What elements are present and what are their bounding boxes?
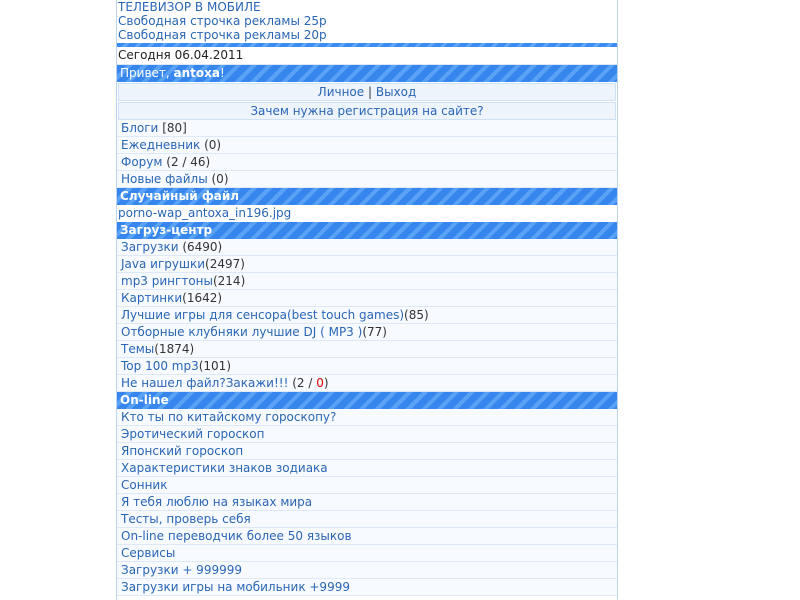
list-item[interactable]: Отборные клубняки лучшие DJ ( MP3 )(77) [117, 324, 617, 341]
registration-row [118, 102, 616, 120]
list-item[interactable]: Лучшие игры для сенсора(best touch games)(85) [117, 307, 617, 324]
ad-link-tv[interactable]: ТЕЛЕВИЗОР В МОБИЛЕ [118, 0, 261, 14]
list-item[interactable]: Сонник [117, 477, 617, 494]
list-item[interactable]: Top 100 mp3(101) [117, 358, 617, 375]
random-file-link[interactable]: porno-wap_antoxa_in196.jpg [118, 206, 292, 220]
online-header: On-line [117, 392, 617, 409]
download-center-list [117, 239, 617, 392]
username: antoxa [173, 66, 220, 80]
list-item[interactable]: Эротический гороскоп [117, 426, 617, 443]
list-item[interactable]: Характеристики знаков зодиака [117, 460, 617, 477]
order-pending-count: 0 [316, 376, 324, 390]
list-item[interactable]: Картинки(1642) [117, 290, 617, 307]
personal-link[interactable]: Личное [317, 85, 365, 99]
greeting-suffix: ! [219, 66, 225, 80]
online-list [117, 409, 617, 596]
list-item[interactable]: Новые файлы (0) [117, 171, 617, 188]
list-item[interactable]: Сервисы [117, 545, 617, 562]
greeting-label: Привет, [120, 66, 174, 80]
link-separator: | [367, 85, 373, 99]
list-item[interactable]: Блоги [80] [117, 120, 617, 137]
list-item[interactable]: mp3 рингтоны(214) [117, 273, 617, 290]
list-item[interactable]: On-line переводчик более 50 языков [117, 528, 617, 545]
list-item[interactable]: Ежедневник (0) [117, 137, 617, 154]
list-item[interactable]: Кто ты по китайскому гороскопу? [117, 409, 617, 426]
list-item[interactable]: Java игрушки(2497) [117, 256, 617, 273]
ad-link-20[interactable]: Свободная строчка рекламы 20р [118, 28, 327, 42]
list-item[interactable]: Тесты, проверь себя [117, 511, 617, 528]
list-item[interactable]: Загрузки + 999999 [117, 562, 617, 579]
page-column [116, 0, 618, 600]
list-item[interactable]: Я тебя люблю на языках мира [117, 494, 617, 511]
greeting-bar [117, 65, 617, 82]
order-file-item[interactable]: Не нашел файл?Закажи!!! (2 / 0) [117, 375, 617, 392]
current-date: Сегодня 06.04.2011 [117, 47, 617, 65]
download-center-header: Загруз-центр [117, 222, 617, 239]
registration-link[interactable]: Зачем нужна регистрация на сайте? [250, 104, 484, 118]
random-file-header: Случайный файл [117, 188, 617, 205]
ad-link-25[interactable]: Свободная строчка рекламы 25р [118, 14, 327, 28]
list-item[interactable]: Темы(1874) [117, 341, 617, 358]
logout-link[interactable]: Выход [375, 85, 417, 99]
list-item[interactable]: Загрузки игры на мобильник +9999 [117, 579, 617, 596]
list-item[interactable]: Форум (2 / 46) [117, 154, 617, 171]
community-list [117, 120, 617, 188]
list-item[interactable]: Загрузки (6490) [117, 239, 617, 256]
user-links-row [118, 83, 616, 101]
list-item[interactable]: Японский гороскоп [117, 443, 617, 460]
